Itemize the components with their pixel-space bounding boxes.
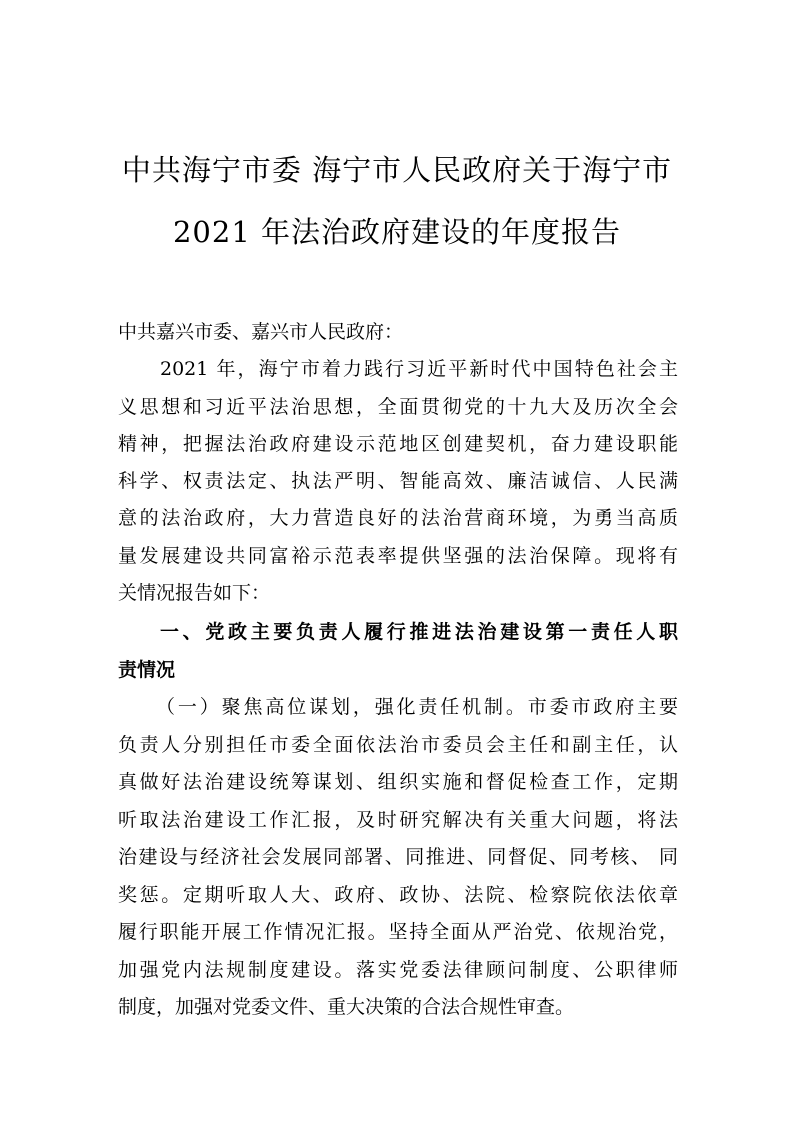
section-heading-line: 一、党政主要负责人履行推进法治建设第一责任人职 (160, 621, 678, 643)
subsection-line: 听取法治建设工作汇报，及时研究解决有关重大问题，将法 (118, 809, 678, 831)
intro-line: 关情况报告如下： (118, 582, 271, 604)
intro-line: 意的法治政府，大力营造良好的法治营商环境，为勇当高质 (118, 507, 678, 529)
intro-line: 2021 年，海宁市着力践行习近平新时代中国特色社会主 (160, 358, 678, 380)
subsection-line: 真做好法治建设统筹谋划、组织实施和督促检查工作，定期 (118, 771, 678, 793)
document-title-line-1: 中共海宁市委 海宁市人民政府关于海宁市 (121, 153, 673, 187)
subsection-line: 奖惩。定期听取人大、政府、政协、法院、检察院依法依章 (118, 884, 678, 906)
section-heading-line: 责情况 (118, 659, 176, 681)
subsection-line: （一）聚焦高位谋划，强化责任机制。市委市政府主要 (156, 696, 678, 718)
subsection-line: 负责人分别担任市委全面依法治市委员会主任和副主任，认 (118, 734, 678, 756)
document-title-line-2: 2021 年法治政府建设的年度报告 (172, 215, 622, 249)
subsection-line: 履行职能开展工作情况汇报。坚持全面从严治党、依规治党， (118, 921, 678, 943)
subsection-line: 制度，加强对党委文件、重大决策的合法合规性审查。 (118, 996, 575, 1018)
intro-line: 科学、权责法定、执法严明、智能高效、廉洁诚信、人民满 (118, 470, 678, 492)
intro-line: 义思想和习近平法治思想，全面贯彻党的十九大及历次全会 (118, 396, 678, 418)
subsection-line: 加强党内法规制度建设。落实党委法律顾问制度、公职律师 (118, 959, 678, 981)
salutation: 中共嘉兴市委、嘉兴市人民政府： (118, 321, 404, 343)
subsection-line: 治建设与经济社会发展同部署、同推进、同督促、同考核、 同 (118, 846, 678, 868)
intro-line: 精神，把握法治政府建设示范地区创建契机，奋力建设职能 (118, 433, 678, 455)
intro-line: 量发展建设共同富裕示范表率提供坚强的法治保障。现将有 (118, 545, 678, 567)
